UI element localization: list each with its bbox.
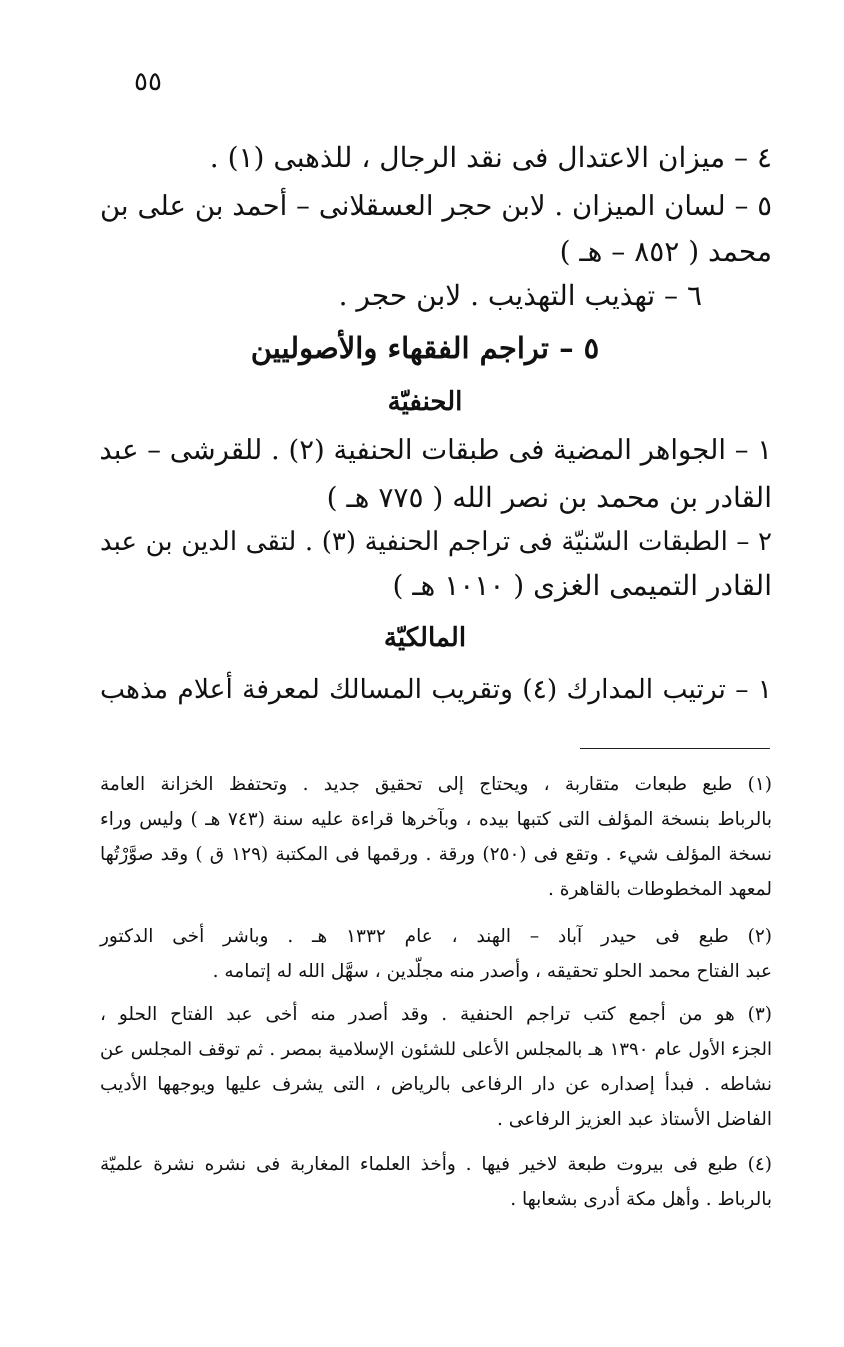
hanafi-line-3: ٢ – الطبقات السّنيّة فى تراجم الحنفية (٣) . لتقى الدين بن عبد [100,527,772,557]
hanafi-line-1: ١ – الجواهر المضية فى طبقات الحنفية (٢) . للقرشى – عبد [99,434,772,466]
body-line-3: محمد ( ٨٥٢ – هـ ) [559,235,772,268]
hanafi-title: الحنفيّة [387,387,463,417]
section-heading: ٥ – تراجم الفقهاء والأصوليين [250,331,600,365]
footnote-line-4: لمعهد المخطوطات بالقاهرة . [547,879,772,900]
body-line-1: ٤ – ميزان الاعتدال فى نقد الرجال ، للذهبى (١) . [209,141,772,174]
footnote-line-1: (١) طبع طبعات متقاربة ، ويحتاج إلى تحقيق جديد . وتحتفظ الخزانة العامة [100,774,772,795]
footnote-line-3: نسخة المؤلف شيء . وتقع فى (٢٥٠) ورقة . ورقمها فى المكتبة (١٢٩ ق ) وقد صوَّرْتُها [100,844,772,865]
body-line-2: ٥ – لسان الميزان . لابن حجر العسقلانى – أحمد بن على بن [100,190,772,222]
maliki-line-1: ١ – ترتيب المدارك (٤) وتقريب المسالك لمعرفة أعلام مذهب [100,674,772,705]
footnote-divider [580,748,770,749]
body-line-4: ٦ – تهذيب التهذيب . لابن حجر . [338,279,702,312]
maliki-title: المالكيّة [383,623,467,653]
footnote-line-2: بالرباط بنسخة المؤلف التى كتبها بيده ، وبآخرها قراءة عليه سنة (٧٤٣ هـ ) وليس وراء [100,809,772,830]
hanafi-line-4: القادر التميمى الغزى ( ١٠١٠ هـ ) [392,569,772,602]
footnote-line-5: (٢) طبع فى حيدر آباد – الهند ، عام ١٣٣٢ هـ . وباشر أخى الدكتور [100,926,772,947]
page-number: ٥٥ [134,67,162,97]
footnote-line-9: نشاطه . فبدأ إصداره عن دار الرفاعى بالرياض ، التى يشرف عليها ويوجهها الأديب [100,1074,772,1095]
footnote-line-10: الفاضل الأستاذ عبد العزيز الرفاعى . [497,1109,772,1130]
footnote-line-6: عبد الفتاح محمد الحلو تحقيقه ، وأصدر منه مجلّدين ، سهَّل الله له إتمامه . [212,961,772,982]
footnote-line-12: بالرباط . وأهل مكة أدرى بشعابها . [510,1189,772,1210]
footnote-line-11: (٤) طبع فى بيروت طبعة لاخير فيها . وأخذ العلماء المغاربة فى نشره نشرة علميّة [100,1154,772,1175]
footnote-line-7: (٣) هو من أجمع كتب تراجم الحنفية . وقد أصدر منه أخى عبد الفتاح الحلو ، [100,1004,772,1025]
footnote-line-8: الجزء الأول عام ١٣٩٠ هـ بالمجلس الأعلى للشئون الإسلامية بمصر . ثم توقف المجلس عن [100,1039,773,1060]
hanafi-line-2: القادر بن محمد بن نصر الله ( ٧٧٥ هـ ) [326,481,772,514]
